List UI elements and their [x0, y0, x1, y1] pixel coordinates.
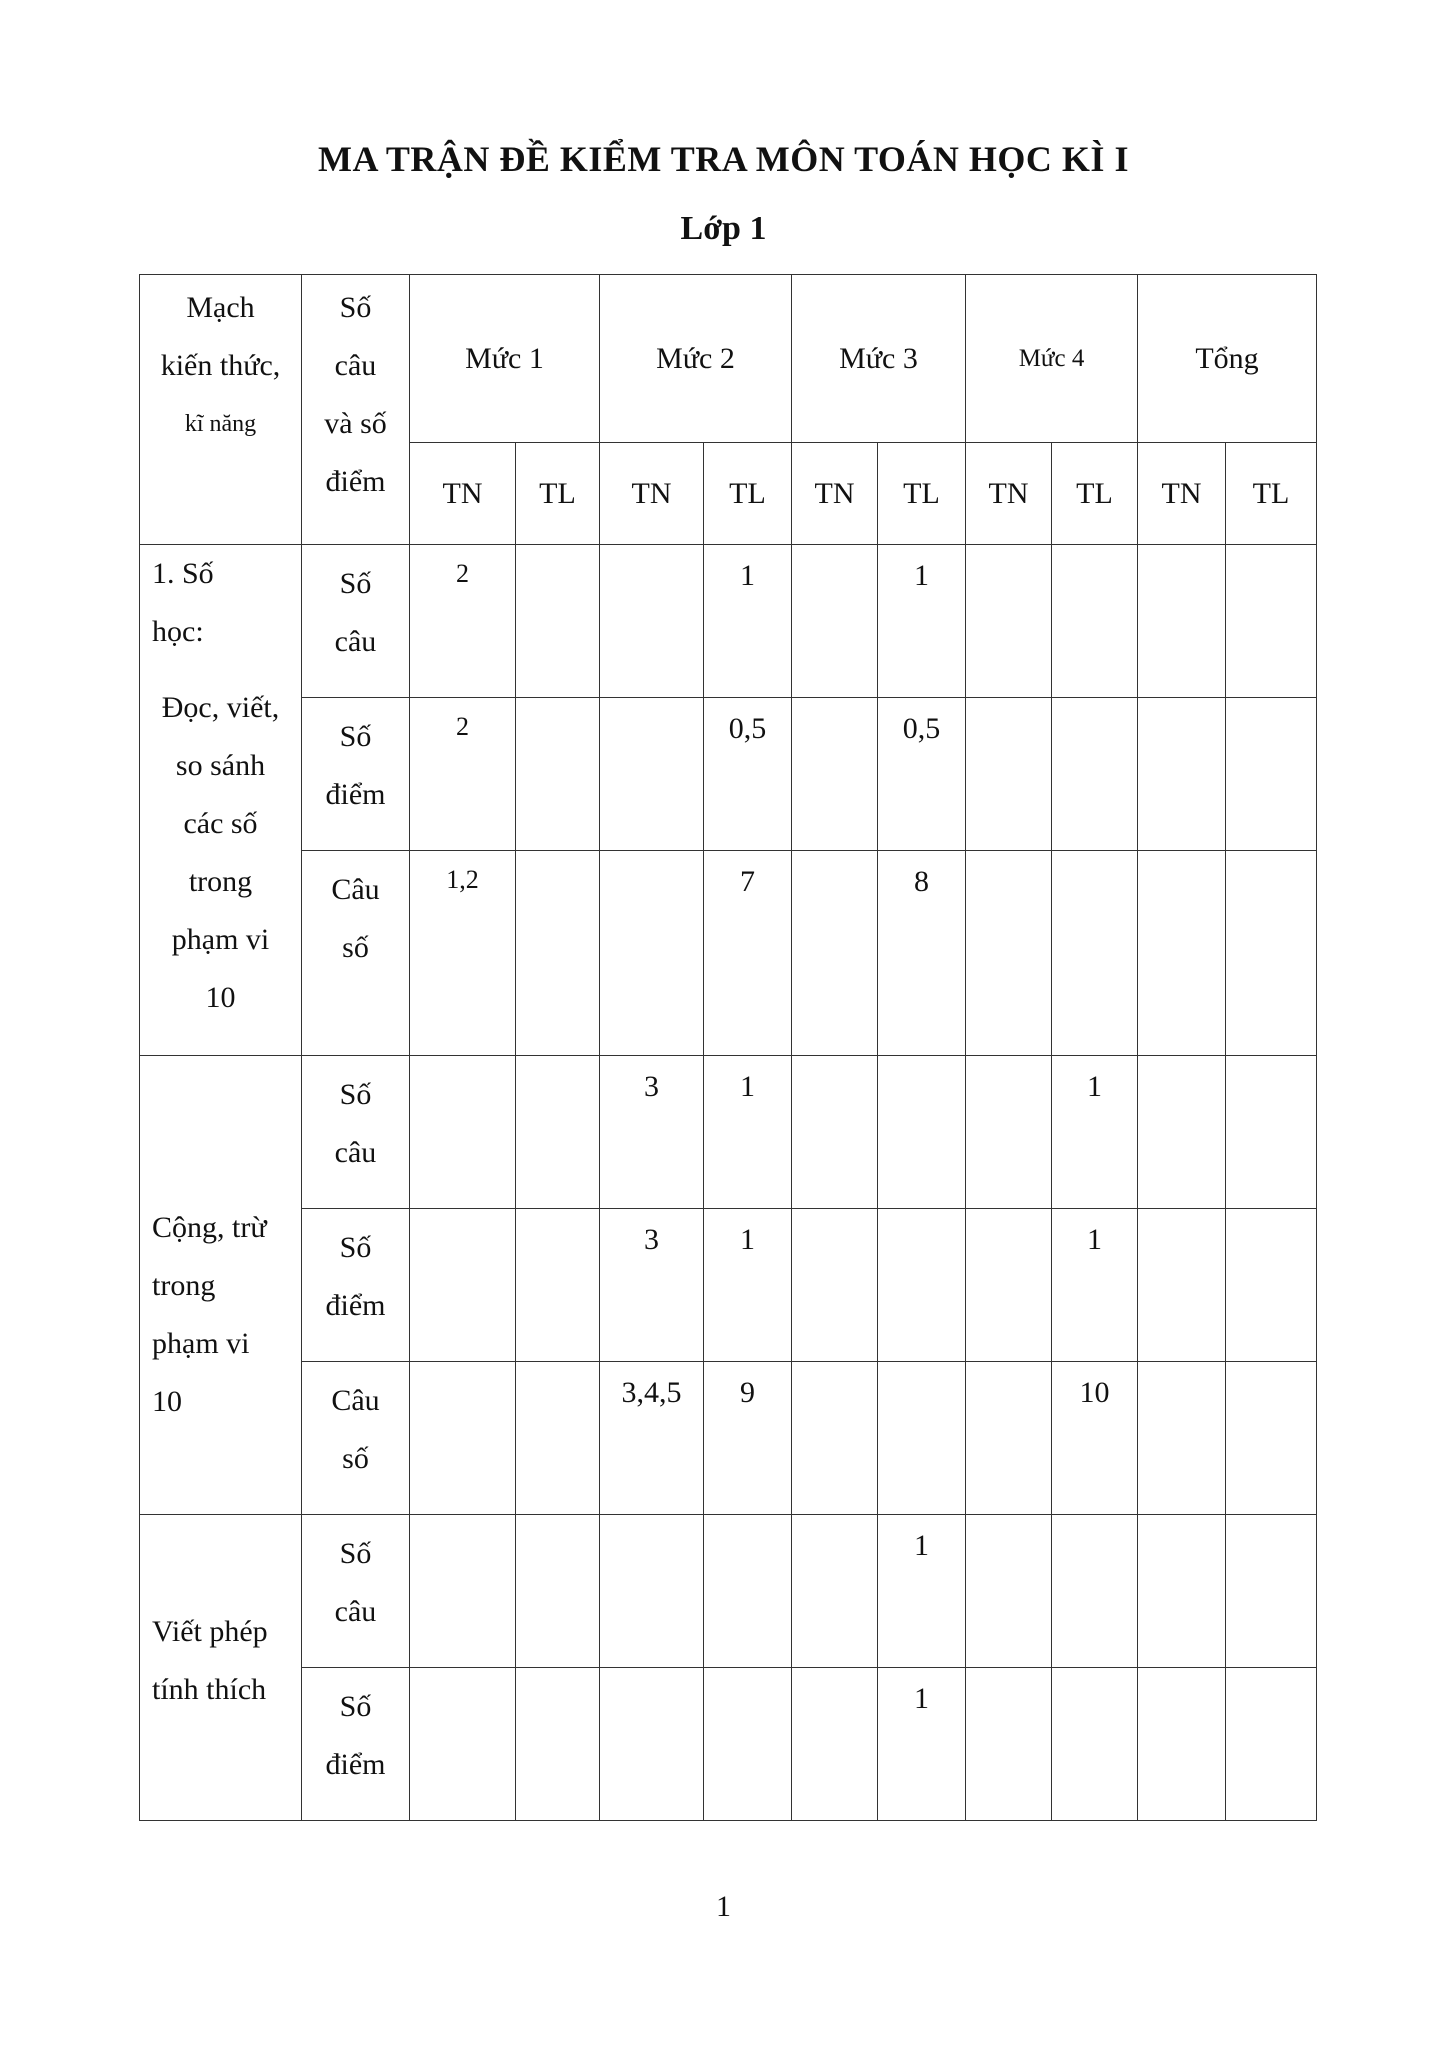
cell [792, 698, 878, 851]
cell [792, 1362, 878, 1515]
cell [1138, 1056, 1226, 1209]
cell [516, 545, 600, 698]
cell [966, 1209, 1052, 1362]
exam-matrix-table [139, 274, 1317, 1821]
cell [1138, 1515, 1226, 1668]
cell [966, 1056, 1052, 1209]
cell [966, 1515, 1052, 1668]
row-kind-so-cau [302, 545, 410, 698]
cell [410, 1056, 516, 1209]
cell [1226, 1209, 1317, 1362]
header-count-line: và số [324, 407, 387, 440]
section-label-line: 10 [152, 1385, 182, 1418]
table-row [140, 1209, 1317, 1362]
section-label-line: tính thích [152, 1673, 267, 1706]
cell [516, 1362, 600, 1515]
cell [1226, 545, 1317, 698]
cell [516, 1668, 600, 1821]
kind-line: Số [339, 567, 372, 600]
cell [410, 1668, 516, 1821]
row-kind-cau-so [302, 851, 410, 1056]
cell [1138, 1362, 1226, 1515]
kind-line: Câu [331, 873, 380, 906]
cell: 1 [1052, 1209, 1138, 1362]
table-row [140, 851, 1317, 1056]
table-row [140, 698, 1317, 851]
cell [792, 851, 878, 1056]
cell [878, 1209, 966, 1362]
section-label-line: các số [183, 807, 258, 840]
cell: 10 [1052, 1362, 1138, 1515]
row-kind-so-diem [302, 1209, 410, 1362]
header-knowledge [140, 275, 302, 545]
header-level-2: Mức 2 [600, 275, 792, 443]
cell [516, 698, 600, 851]
section-label-line: trong [152, 1269, 216, 1302]
kind-line: Số [339, 1690, 372, 1723]
cell: 1 [704, 1209, 792, 1362]
cell: 9 [704, 1362, 792, 1515]
cell [1138, 1668, 1226, 1821]
header-tl: TL [516, 443, 600, 545]
kind-line: câu [334, 625, 377, 658]
cell [600, 1515, 704, 1668]
cell [704, 1668, 792, 1821]
cell [600, 1668, 704, 1821]
kind-line: Số [339, 1231, 372, 1264]
header-count-score [302, 275, 410, 545]
cell: 0,5 [704, 698, 792, 851]
cell: 0,5 [878, 698, 966, 851]
cell [1052, 851, 1138, 1056]
cell: 1 [1052, 1056, 1138, 1209]
cell [410, 1362, 516, 1515]
cell [516, 851, 600, 1056]
kind-line: Số [339, 720, 372, 753]
cell: 1,2 [410, 851, 516, 1056]
section-label-line: Cộng, trừ [152, 1211, 267, 1244]
header-total: Tổng [1138, 275, 1317, 443]
cell: 1 [878, 1515, 966, 1668]
cell [516, 1056, 600, 1209]
table-row [140, 1515, 1317, 1668]
kind-line: số [342, 1442, 369, 1475]
header-row-levels [140, 275, 1317, 443]
kind-line: Số [339, 1537, 372, 1570]
cell: 3 [600, 1209, 704, 1362]
cell [516, 1515, 600, 1668]
table-row [140, 1362, 1317, 1515]
table-row [140, 545, 1317, 698]
cell [792, 1056, 878, 1209]
header-level-1: Mức 1 [410, 275, 600, 443]
cell [600, 545, 704, 698]
cell [792, 1515, 878, 1668]
page-subtitle: Lớp 1 [680, 210, 767, 247]
cell [878, 1056, 966, 1209]
cell [878, 1362, 966, 1515]
row-kind-so-diem [302, 698, 410, 851]
cell [1138, 545, 1226, 698]
cell [1138, 698, 1226, 851]
cell [410, 1209, 516, 1362]
cell [966, 545, 1052, 698]
cell: 1 [878, 545, 966, 698]
header-level-4: Mức 4 [966, 275, 1138, 443]
cell [1052, 698, 1138, 851]
section-label-line: so sánh [175, 749, 266, 782]
section-label-line: phạm vi [171, 923, 270, 956]
cell: 3 [600, 1056, 704, 1209]
cell: 1 [878, 1668, 966, 1821]
cell: 1 [704, 1056, 792, 1209]
cell [1226, 1362, 1317, 1515]
row-kind-so-cau [302, 1056, 410, 1209]
kind-line: điểm [325, 1289, 386, 1322]
row-kind-cau-so [302, 1362, 410, 1515]
header-count-line: câu [334, 349, 377, 382]
page-number: 1 [716, 1890, 731, 1923]
cell [966, 1668, 1052, 1821]
header-tn: TN [1138, 443, 1226, 545]
cell [1052, 545, 1138, 698]
header-tl: TL [1226, 443, 1317, 545]
kind-line: câu [334, 1595, 377, 1628]
kind-line: Số [339, 1078, 372, 1111]
cell [792, 1209, 878, 1362]
section-label [140, 1056, 302, 1515]
kind-line: câu [334, 1136, 377, 1169]
cell [1226, 851, 1317, 1056]
header-tl: TL [878, 443, 966, 545]
header-tl: TL [704, 443, 792, 545]
row-kind-so-diem [302, 1668, 410, 1821]
row-kind-so-cau [302, 1515, 410, 1668]
header-tn: TN [600, 443, 704, 545]
cell [1052, 1668, 1138, 1821]
section-label-line: Đọc, viết, [161, 691, 280, 724]
cell [966, 851, 1052, 1056]
cell [1226, 1056, 1317, 1209]
header-knowledge-line: kiến thức, [160, 349, 281, 382]
kind-line: Câu [331, 1384, 380, 1417]
cell [792, 545, 878, 698]
header-tn: TN [410, 443, 516, 545]
kind-line: điểm [325, 1748, 386, 1781]
cell [792, 1668, 878, 1821]
cell [516, 1209, 600, 1362]
cell [704, 1515, 792, 1668]
cell [966, 1362, 1052, 1515]
table-row [140, 1668, 1317, 1821]
cell [966, 698, 1052, 851]
header-tl: TL [1052, 443, 1138, 545]
cell [1226, 1515, 1317, 1668]
section-label-line: 1. Số [152, 557, 214, 590]
cell [1226, 1668, 1317, 1821]
header-count-line: Số [339, 291, 372, 324]
cell: 1 [704, 545, 792, 698]
section-label-line: phạm vi [152, 1327, 250, 1360]
section-label-line: học: [152, 615, 204, 648]
cell [600, 851, 704, 1056]
cell [1138, 1209, 1226, 1362]
cell [1226, 698, 1317, 851]
cell: 7 [704, 851, 792, 1056]
header-level-3: Mức 3 [792, 275, 966, 443]
table-row [140, 1056, 1317, 1209]
kind-line: số [342, 931, 369, 964]
cell: 2 [410, 698, 516, 851]
cell [410, 1515, 516, 1668]
header-knowledge-line: Mạch [186, 291, 255, 324]
cell [1138, 851, 1226, 1056]
cell [600, 698, 704, 851]
section-label-line: trong [188, 865, 253, 898]
section-label [140, 545, 302, 1056]
cell: 2 [410, 545, 516, 698]
cell [1052, 1515, 1138, 1668]
header-tn: TN [792, 443, 878, 545]
section-label [140, 1515, 302, 1821]
section-label-line: Viết phép [152, 1615, 268, 1648]
cell: 8 [878, 851, 966, 1056]
header-knowledge-line: kĩ năng [184, 411, 257, 437]
kind-line: điểm [325, 778, 386, 811]
page-title: MA TRẬN ĐỀ KIỂM TRA MÔN TOÁN HỌC KÌ I [318, 139, 1129, 179]
section-label-line: 10 [205, 981, 236, 1014]
cell: 3,4,5 [600, 1362, 704, 1515]
header-tn: TN [966, 443, 1052, 545]
header-count-line: điểm [325, 465, 386, 498]
